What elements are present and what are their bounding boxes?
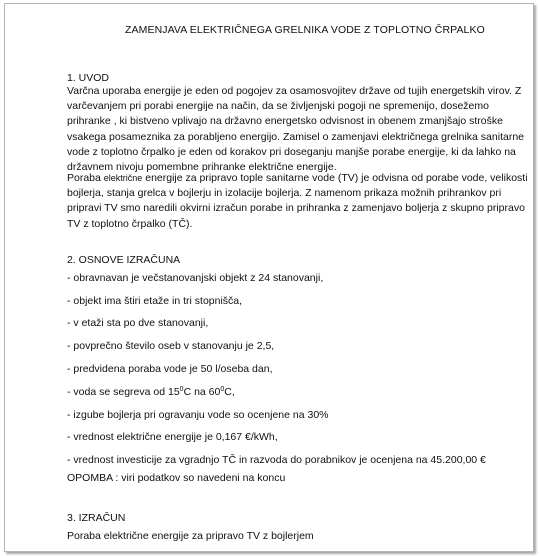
- document-frame: [4, 3, 534, 552]
- list-item: - v etaži sta po dve stanovanji,: [67, 317, 209, 329]
- text-line: pripravi TV smo naredili okvirni izračun porabe in prihranka z zamenjavo boljerja z skupno pripravo: [67, 202, 525, 215]
- text-line: Varčna uporaba energije je eden od pogojev za osamosvojitev države od tujih energetskih virov. Z: [67, 85, 522, 97]
- list-item: - vrednost električne energije je 0,167 €/kWh,: [67, 431, 278, 443]
- text-span: C na 60: [183, 386, 221, 398]
- superscript: 0: [179, 386, 184, 393]
- superscript: 0: [220, 386, 225, 393]
- document-page: [5, 4, 533, 551]
- list-item: - vrednost investicije za vgradnjo TČ in razvoda do porabnikov je ocenjena na 45.200,00 €: [67, 454, 486, 466]
- note-line: OPOMBA : viri podatkov so navedeni na koncu: [67, 472, 286, 484]
- text-span: - voda se segreva od 15: [67, 386, 180, 398]
- text-line: državnem nivoju pomembne prihranke električne energije.: [67, 161, 337, 174]
- text-line: [67, 171, 527, 186]
- text-line: bojlerja, stanja grelca v bojlerju in izolacije bojlerja. Z namenom prikaza možnih prihrankov pri: [67, 187, 502, 200]
- list-item: - predvidena poraba vode je 50 l/oseba dan,: [67, 363, 273, 375]
- section-heading-izracun: 3. IZRAČUN: [67, 512, 126, 524]
- text-span: energije za pripravo tople sanitarne vode (TV) je odvisna od porabe vode, velikosti: [142, 172, 528, 184]
- list-item: - objekt ima štiri etaže in tri stopnišča,: [67, 295, 243, 307]
- list-item-temperature: [67, 386, 235, 398]
- uvod-paragraph-1: [67, 84, 527, 175]
- text-line: varčevanjem pri porabi energije na način, da se življenjski pogoji ne spremenijo, dosežemo: [67, 100, 489, 113]
- list-item: - izgube bojlerja pri ogravanju vode so ocenjene na 30%: [67, 409, 329, 421]
- document-title: ZAMENJAVA ELEKTRIČNEGA GRELNIKA VODE Z TOPLOTNO ČRPALKO: [125, 24, 485, 36]
- text-line: prihranke , ki bistveno vplivajo na državno energetsko odvisnost in obenem zmanjšajo stroške: [67, 115, 503, 128]
- text-line: vode z toplotno črpalko je eden od korakov pri doseganju manjše porabe energije, ki da lahko na: [67, 145, 516, 158]
- izracun-text: Poraba električne energije za pripravo TV z bojlerjem: [67, 530, 314, 542]
- text-line: vsakega posameznika za porabljeno energijo. Zamisel o zamenjavi električnega grelnika sanitarne: [67, 130, 525, 143]
- text-span-small: električne: [103, 173, 143, 183]
- section-heading-osnove: 2. OSNOVE IZRAČUNA: [67, 254, 181, 266]
- text-span: Poraba: [67, 172, 104, 184]
- text-span: C,: [224, 386, 235, 398]
- text-line: TV z toplotno črpalko (TČ).: [67, 217, 193, 230]
- uvod-paragraph-2: [67, 171, 527, 232]
- list-item: - povprečno število oseb v stanovanju je 2,5,: [67, 340, 275, 352]
- section-heading-uvod: 1. UVOD: [67, 72, 110, 84]
- list-item: - obravnavan je večstanovanjski objekt z 24 stanovanji,: [67, 272, 324, 284]
